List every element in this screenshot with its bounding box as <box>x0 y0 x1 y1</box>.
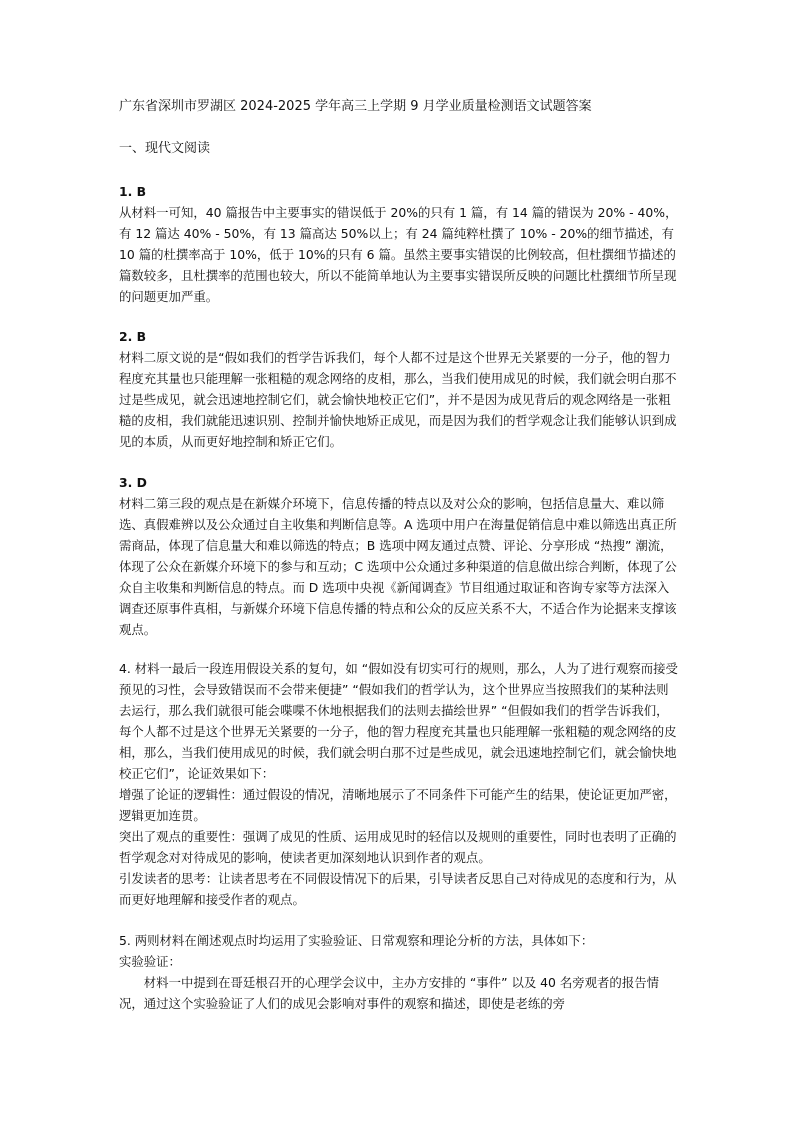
answer-paragraph: 4. 材料一最后一段连用假设关系的复句，如 “假如没有切实可行的规则，那么，人为了进行观察而接受预见的习性，会导致错误而不会带来便捷” “假如我们的哲学认为，这个世界应当按照我们的某种法则去运行，那么我们就很可能会喋喋不休地根据我们的法则去描绘世界” “但假如我们的哲学告诉我们，每个人都不过是这个世界无关紧要的一分子，他的智力程度充其量也只能理解一张粗糙的观念网络的皮相，那么，当我们使用成见的时候，我们就会明白那不过是些成见，就会迅速地控制它们，就会愉快地校正它们”，论证效果如下： <box>119 661 678 781</box>
answer-number: 3. D <box>119 475 147 490</box>
answer-paragraph: 引发读者的思考：让读者思考在不同假设情况下的后果，引导读者反思自己对待成见的态度和行为，从而更好地理解和接受作者的观点。 <box>119 871 677 907</box>
answer-paragraph: 从材料一可知，40 篇报告中主要事实的错误低于 20%的只有 1 篇，有 14 篇的错误为 20% - 40%，有 12 篇达 40% - 50%，有 13 篇高达 50%以上；有 24 篇纯粹杜撰了 10% - 20%的细节描述，有 10 篇的杜撰率高于 10%，低于 10%的只有 6 篇。虽然主要事实错误的比例较高，但杜撰细节描述的篇数较多，且杜撰率的范围也较大，所以不能简单地认为主要事实错误所反映的问题比杜撰细节所呈现的问题更加严重。 <box>119 205 678 304</box>
answer-paragraph: 材料二原文说的是“假如我们的哲学告诉我们，每个人都不过是这个世界无关紧要的一分子，他的智力程度充其量也只能理解一张粗糙的观念网络的皮相，那么，当我们使用成见的时候，我们就会明白那不过是些成见，就会迅速地控制它们，就会愉快地校正它们”，并不是因为成见背后的观念网络是一张粗糙的皮相，我们就能迅速识别、控制并愉快地矫正成见，而是因为我们的哲学观念让我们能够认识到成见的本质，从而更好地控制和矫正它们。 <box>119 350 677 449</box>
answer-number: 1. B <box>119 184 147 199</box>
answer-4 <box>119 658 679 910</box>
answer-5 <box>119 930 679 1014</box>
answer-paragraph: 实验验证： <box>119 954 181 969</box>
answer-3 <box>119 472 679 640</box>
answer-1 <box>119 181 679 307</box>
answer-number: 2. B <box>119 329 147 344</box>
section-heading: 一、现代文阅读 <box>119 141 211 156</box>
answer-paragraph: 突出了观点的重要性：强调了成见的性质、运用成见时的轻信以及规则的重要性，同时也表明了正确的哲学观念对对待成见的影响，使读者更加深刻地认识到作者的观点。 <box>119 829 677 865</box>
answer-paragraph: 材料二第三段的观点是在新媒介环境下，信息传播的特点以及对公众的影响，包括信息量大、难以筛选、真假难辨以及公众通过自主收集和判断信息等。A 选项中用户在海量促销信息中难以筛选出真正所需商品，体现了信息量大和难以筛选的特点；B 选项中网友通过点赞、评论、分享形成 “热搜” 潮流，体现了公众在新媒介环境下的参与和互动；C 选项中公众通过多种渠道的信息做出综合判断，体现了公众自主收集和判断信息的特点。而 D 选项中央视《新闻调查》节目组通过取证和咨询专家等方法深入调查还原事件真相，与新媒介环境下信息传播的特点和公众的反应关系不大，不适合作为论据来支撑该观点。 <box>119 496 677 637</box>
document-title: 广东省深圳市罗湖区 2024-2025 学年高三上学期 9 月学业质量检测语文试题答案 <box>119 99 592 114</box>
answer-paragraph: 5. 两则材料在阐述观点时均运用了实验验证、日常观察和理论分析的方法，具体如下： <box>119 933 594 948</box>
answer-2 <box>119 326 679 452</box>
answer-paragraph: 增强了论证的逻辑性：通过假设的情况，清晰地展示了不同条件下可能产生的结果，使论证更加严密，逻辑更加连贯。 <box>119 787 677 823</box>
answer-paragraph-indented: 材料一中提到在哥廷根召开的心理学会议中，主办方安排的 “事件” 以及 40 名旁观者的报告情况，通过这个实验验证了人们的成见会影响对事件的观察和描述，即使是老练的旁 <box>119 975 659 1011</box>
